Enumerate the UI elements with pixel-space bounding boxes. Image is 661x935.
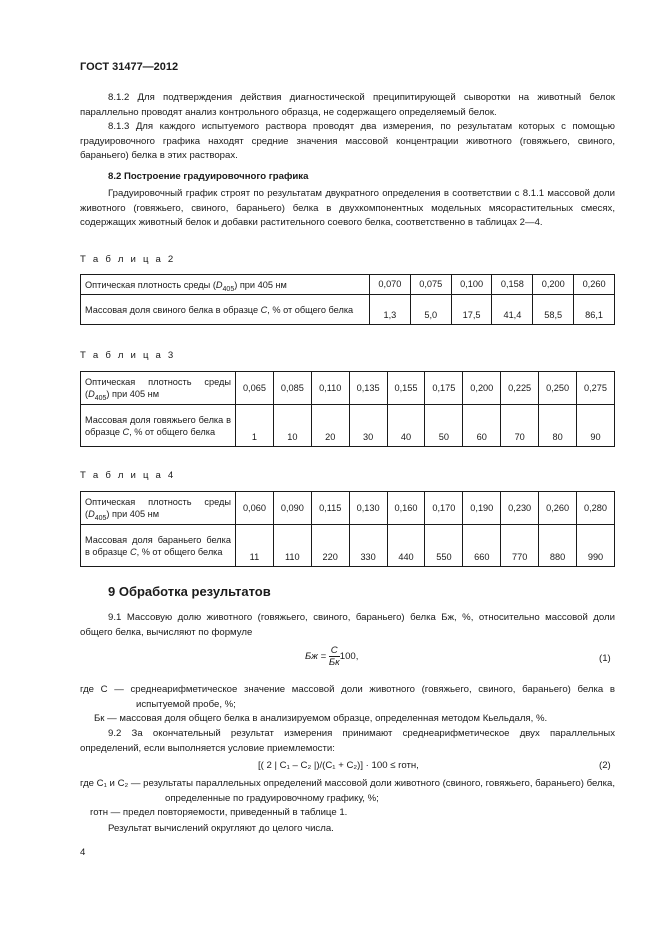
table-4-caption: Т а б л и ц а 4 <box>80 470 176 481</box>
table-3-caption: Т а б л и ц а 3 <box>80 350 176 361</box>
table-cell: 86,1 <box>574 295 615 325</box>
table-cell: 0,250 <box>539 372 577 405</box>
table-cell: 17,5 <box>451 295 492 325</box>
definition-r: rотн — предел повторяемости, приведенный в таблице 1. <box>90 807 348 819</box>
table-cell: 1 <box>236 405 274 447</box>
table-cell: 40 <box>387 405 425 447</box>
standard-header: ГОСТ 31477—2012 <box>80 61 179 73</box>
table-2 <box>80 274 615 325</box>
table-cell: 50 <box>425 405 463 447</box>
table-cell: 0,155 <box>387 372 425 405</box>
table-cell: 0,135 <box>349 372 387 405</box>
table-cell: 0,070 <box>370 275 411 295</box>
formula-1-number: (1) <box>599 653 611 664</box>
table-cell: 41,4 <box>492 295 533 325</box>
table-cell: 880 <box>539 525 577 567</box>
table-cell: 0,225 <box>501 372 539 405</box>
table-cell: 990 <box>577 525 615 567</box>
table-3-row2-label: Массовая доля говяжьего белка в образце С, % от общего белка <box>81 405 236 447</box>
table-cell: 5,0 <box>410 295 451 325</box>
section-heading-9: 9 Обработка результатов <box>108 584 271 599</box>
table-2-row2-label: Массовая доля свиного белка в образце С, % от общего белка <box>81 295 370 325</box>
section-heading-8-2: 8.2 Построение градуировочного графика <box>108 171 309 182</box>
table-cell: 0,115 <box>311 492 349 525</box>
table-cell: 58,5 <box>533 295 574 325</box>
definition-c1-c2: где С₁ и С₂ — результаты параллельных определений массовой доли животного (свиного, говяжьего, бараньего) белка, определенные по градуировочному графику, %; <box>80 778 615 804</box>
table-cell: 0,260 <box>539 492 577 525</box>
formula-1-denominator: Бк <box>328 657 340 668</box>
table-cell: 0,200 <box>463 372 501 405</box>
table-cell: 1,3 <box>370 295 411 325</box>
page-number: 4 <box>80 847 86 858</box>
formula-1 <box>305 645 358 668</box>
table-cell: 0,075 <box>410 275 451 295</box>
formula-1-fraction <box>329 645 340 668</box>
definitions-2 <box>80 777 615 821</box>
formula-1-tail: 100, <box>339 651 359 663</box>
rounding-note: Результат вычислений округляют до целого числа. <box>108 823 334 834</box>
table-cell: 60 <box>463 405 501 447</box>
formula-2-number: (2) <box>599 760 611 771</box>
table-cell: 0,110 <box>311 372 349 405</box>
table-cell: 0,090 <box>273 492 311 525</box>
table-cell: 440 <box>387 525 425 567</box>
table-2-row1-label: Оптическая плотность среды $(D_{405})$ при 405 нм <box>81 275 370 295</box>
table-3 <box>80 371 615 447</box>
formula-1-numerator: C <box>330 645 338 656</box>
table-cell: 20 <box>311 405 349 447</box>
table-cell: 0,085 <box>273 372 311 405</box>
paragraph-8-2: Градуировочный график строят по результатам двукратного определения в соответствии с 8.1.1 массовой доли животного (говяжьего, свиного, бараньего) белка в двухкомпонентных модельных мясорастительных смесях, содержащих животный белок и добавки растительного соевого белка, соответственно в таблицах 2—4. <box>80 188 615 229</box>
table-cell: 0,065 <box>236 372 274 405</box>
table-cell: 0,230 <box>501 492 539 525</box>
table-4 <box>80 491 615 567</box>
table-cell: 0,060 <box>236 492 274 525</box>
table-cell: 0,158 <box>492 275 533 295</box>
paragraph-9-1: 9.1 Массовую долю животного (говяжьего, свиного, бараньего) белка Бж, %, относительно массовой доли общего белка, вычисляют по формуле <box>80 612 615 638</box>
table-cell: 0,160 <box>387 492 425 525</box>
definition-c: где С — среднеарифметическое значение массовой доли животного (говяжьего, свиного, бараньего) белка в испытуемой пробе, %; <box>80 684 615 710</box>
table-2-caption: Т а б л и ц а 2 <box>80 254 176 265</box>
table-cell: 0,200 <box>533 275 574 295</box>
table-cell: 0,275 <box>577 372 615 405</box>
table-cell: 220 <box>311 525 349 567</box>
table-cell: 110 <box>273 525 311 567</box>
paragraph-8-1-3: 8.1.3 Для каждого испытуемого раствора проводят два измерения, по результатам которых с помощью градуировочного графика находят средние значения массовой концентрации животного (говяжьего, свиного, бараньего) белка в этих растворах. <box>80 121 615 162</box>
paragraph-8-1-2: 8.1.2 Для подтверждения действия диагностической преципитирующей сыворотки на животный белок параллельно проводят анализ контрольного образца, не содержащего определяемый белок. <box>80 92 615 118</box>
table-cell: 90 <box>577 405 615 447</box>
table-cell: 0,260 <box>574 275 615 295</box>
table-cell: 70 <box>501 405 539 447</box>
table-3-row1-label: Оптическая плотность среды $(D_{405})$ при 405 нм <box>81 372 236 405</box>
table-cell: 770 <box>501 525 539 567</box>
table-4-row1-label: Оптическая плотность среды $(D_{405})$ при 405 нм <box>81 492 236 525</box>
formula-1-lhs: Бж = <box>305 651 327 663</box>
table-4-row2-label: Массовая доля бараньего белка в образце С, % от общего белка <box>81 525 236 567</box>
table-cell: 0,100 <box>451 275 492 295</box>
table-cell: 0,170 <box>425 492 463 525</box>
definitions-1 <box>80 683 615 727</box>
table-cell: 0,175 <box>425 372 463 405</box>
table-cell: 550 <box>425 525 463 567</box>
definition-bk: Бк — массовая доля общего белка в анализируемом образце, определенная методом Кьельдаля, %. <box>94 713 548 725</box>
table-cell: 80 <box>539 405 577 447</box>
table-cell: 0,190 <box>463 492 501 525</box>
table-cell: 10 <box>273 405 311 447</box>
paragraph-9-2: 9.2 За окончательный результат измерения принимают среднеарифметическое двух параллельных определений, если выполняется условие приемлемости: <box>80 728 615 754</box>
table-cell: 330 <box>349 525 387 567</box>
table-cell: 11 <box>236 525 274 567</box>
table-cell: 0,280 <box>577 492 615 525</box>
table-cell: 0,130 <box>349 492 387 525</box>
table-cell: 660 <box>463 525 501 567</box>
table-cell: 30 <box>349 405 387 447</box>
formula-2: [( 2 | C₁ – C₂ |)/(C₁ + C₂)] · 100 ≤ rотн, <box>258 760 419 771</box>
